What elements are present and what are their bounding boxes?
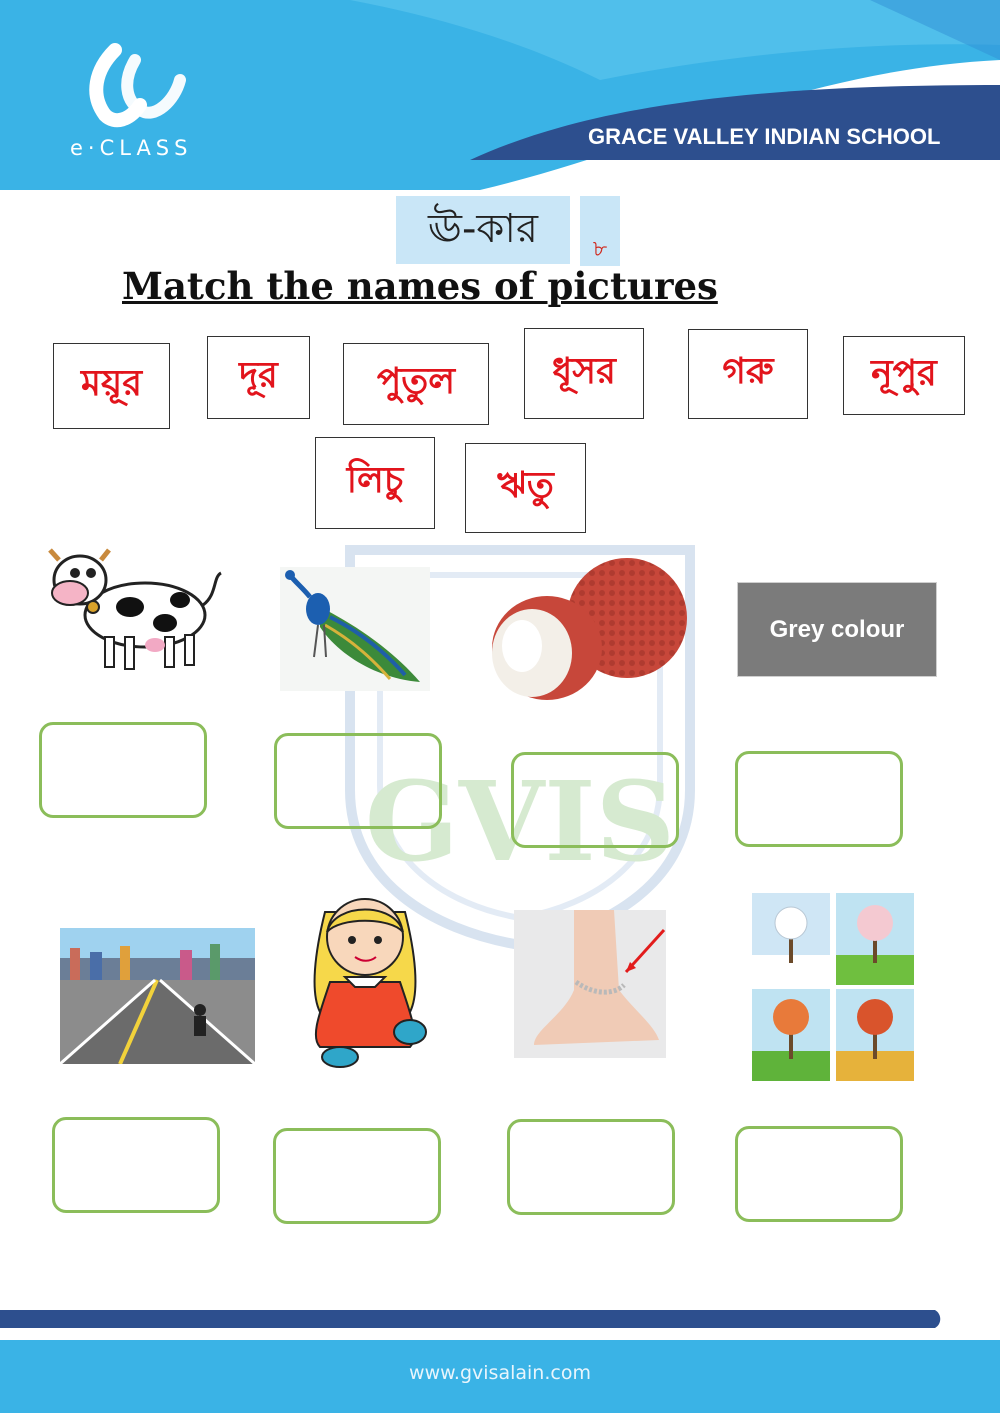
grey-colour-label: Grey colour	[769, 615, 905, 643]
worksheet-title: Match the names of pictures	[122, 264, 718, 308]
word-card-putul[interactable]: পুতুল	[343, 343, 489, 425]
word-card-lichu[interactable]: লিচু	[315, 437, 435, 529]
grey-colour-card	[737, 582, 937, 677]
doll-picture	[290, 892, 440, 1070]
eclass-logo-icon	[85, 40, 195, 130]
answer-box-cow[interactable]	[39, 722, 207, 818]
word-card-moyur[interactable]: ময়ূর	[53, 343, 170, 429]
topic-number: ৮	[592, 237, 608, 262]
answer-box-seasons[interactable]	[735, 1126, 903, 1222]
word-card-nupur[interactable]: নূপুর	[843, 336, 965, 415]
footer-url: www.gvisalain.com	[409, 1362, 591, 1384]
cow-picture	[45, 545, 225, 675]
word-card-dhusor[interactable]: ধূসর	[524, 328, 644, 419]
seasons-picture	[752, 893, 914, 1081]
word-card-goru[interactable]: গরু	[688, 329, 808, 419]
school-name: GRACE VALLEY INDIAN SCHOOL	[588, 124, 941, 149]
answer-box-grey[interactable]	[735, 751, 903, 847]
lychee-picture	[487, 548, 692, 703]
answer-box-peacock[interactable]	[274, 733, 442, 829]
topic-label: ঊ-কার	[396, 196, 570, 264]
word-card-dur[interactable]: দূর	[207, 336, 310, 419]
answer-box-road[interactable]	[52, 1117, 220, 1213]
logo-text: e·CLASS	[70, 136, 193, 160]
road-distance-picture	[60, 928, 255, 1064]
peacock-picture	[280, 567, 430, 691]
footer-banner	[0, 1300, 1000, 1413]
word-card-ritu[interactable]: ঋতু	[465, 443, 586, 533]
anklet-picture	[514, 910, 666, 1058]
answer-box-lychee[interactable]	[511, 752, 679, 848]
svg-text:GVIS: GVIS	[364, 757, 676, 886]
answer-box-doll[interactable]	[273, 1128, 441, 1224]
answer-box-anklet[interactable]	[507, 1119, 675, 1215]
